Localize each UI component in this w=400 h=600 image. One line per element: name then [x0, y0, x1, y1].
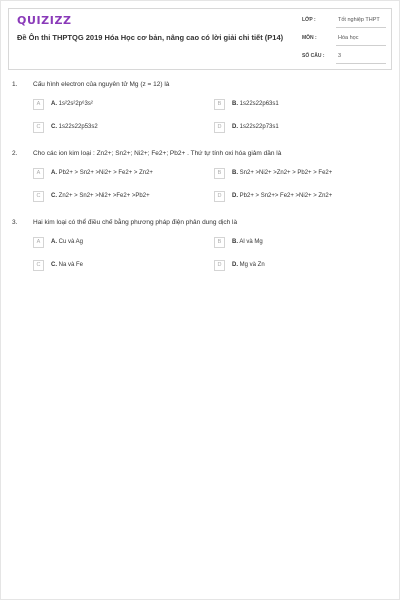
option-c[interactable]: [33, 191, 203, 203]
worksheet-header: [8, 8, 392, 70]
option-letter-box: D: [214, 191, 225, 202]
option-letter-box: A: [33, 99, 44, 110]
question-number: 2.: [12, 150, 18, 157]
option-letter-box: C: [33, 122, 44, 133]
meta-value-question-count: 3: [336, 52, 386, 64]
option-letter-box: B: [214, 99, 225, 110]
worksheet-meta: [302, 9, 392, 69]
option-label: A. Cu và Ag: [51, 239, 84, 245]
option-letter-box: D: [214, 122, 225, 133]
meta-row-question-count: [302, 49, 392, 65]
option-letter-box: A: [33, 237, 44, 248]
worksheet-title: Đề Ôn thi THPTQG 2019 Hóa Học cơ bản, nâng cao có lời giải chi tiết (P14): [17, 33, 284, 42]
meta-row-class: [302, 13, 392, 29]
option-label: D. 1s22s22p73s1: [232, 124, 279, 130]
option-d[interactable]: [214, 191, 384, 203]
option-c[interactable]: [33, 122, 203, 134]
option-label: D. Pb2+ > Sn2+> Fe2+ >Ni2+ > Zn2+: [232, 193, 333, 199]
option-c[interactable]: [33, 260, 203, 272]
meta-value-class: Tốt nghiệp THPT: [336, 16, 386, 28]
option-a[interactable]: [33, 99, 203, 111]
option-a[interactable]: [33, 237, 203, 249]
meta-row-subject: [302, 31, 392, 47]
option-label: B. Al và Mg: [232, 239, 263, 245]
quizizz-logo: QUIZIZZ: [17, 14, 72, 27]
option-label: B. Sn2+ >Ni2+ >Zn2+ > Pb2+ > Fe2+: [232, 170, 333, 176]
meta-value-subject: Hóa học: [336, 34, 386, 46]
option-letter-box: B: [214, 237, 225, 248]
question-text: Cấu hình electron của nguyên tử Mg (z = 12) là: [33, 81, 170, 88]
option-label: D. Mg và Zn: [232, 262, 265, 268]
option-label: B. 1s22s22p63s1: [232, 101, 279, 107]
option-d[interactable]: [214, 122, 384, 134]
option-label: C. Na và Fe: [51, 262, 84, 268]
option-label: A. 1s²2s²2p⁶3s²: [51, 101, 93, 107]
question-text: Hai kim loại có thể điều chế bằng phương pháp điện phân dung dịch là: [33, 219, 238, 226]
option-a[interactable]: [33, 168, 203, 180]
meta-label-subject: MÔN :: [302, 35, 317, 41]
meta-label-question-count: SỐ CÂU :: [302, 53, 325, 59]
option-letter-box: B: [214, 168, 225, 179]
option-letter-box: A: [33, 168, 44, 179]
question-number: 1.: [12, 81, 18, 88]
option-b[interactable]: [214, 168, 384, 180]
option-letter-box: D: [214, 260, 225, 271]
option-label: C. Zn2+ > Sn2+ >Ni2+ >Fe2+ >Pb2+: [51, 193, 150, 199]
question-number: 3.: [12, 219, 18, 226]
option-b[interactable]: [214, 99, 384, 111]
meta-label-class: LỚP :: [302, 17, 316, 23]
option-b[interactable]: [214, 237, 384, 249]
option-d[interactable]: [214, 260, 384, 272]
option-label: C. 1s22s22p53s2: [51, 124, 98, 130]
option-letter-box: C: [33, 191, 44, 202]
option-label: A. Pb2+ > Sn2+ >Ni2+ > Fe2+ > Zn2+: [51, 170, 153, 176]
question-text: Cho các ion kim loại : Zn2+; Sn2+; Ni2+; Fe2+; Pb2+ . Thứ tự tính oxi hóa giảm dần là: [33, 150, 282, 157]
option-letter-box: C: [33, 260, 44, 271]
